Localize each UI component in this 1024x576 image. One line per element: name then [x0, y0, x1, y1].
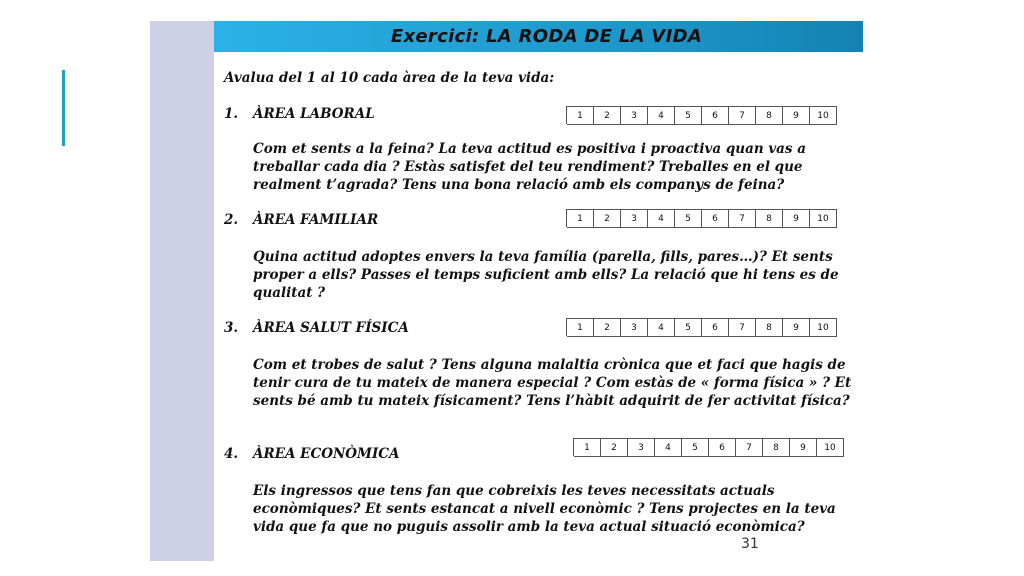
scale-cell[interactable]: 5: [675, 209, 702, 228]
section-3-scale: [566, 318, 837, 336]
scale-cell[interactable]: 6: [702, 209, 729, 228]
scale-cell[interactable]: 10: [810, 209, 837, 228]
section-1-description: Com et sents a la feina? La teva actitud es positiva i proactiva quan vas a treballar cada dia ? Estàs satisfet del teu rendiment? Treballes en el que realment t’agrada? Tens una bona relació amb els companys de feina?: [253, 141, 806, 193]
scale-cell[interactable]: 9: [783, 209, 810, 228]
scale-cell[interactable]: 3: [621, 318, 648, 337]
scale-cell[interactable]: 7: [729, 318, 756, 337]
scale-cell[interactable]: 4: [648, 318, 675, 337]
scale-cell[interactable]: 3: [621, 106, 648, 125]
scale-cell[interactable]: 1: [567, 209, 594, 228]
scale-cell[interactable]: 8: [756, 106, 783, 125]
scale-cell[interactable]: 1: [567, 106, 594, 125]
section-4-number: 4.: [224, 446, 239, 462]
scale-cell[interactable]: 9: [783, 106, 810, 125]
scale-cell[interactable]: 6: [702, 106, 729, 125]
slide-title: Exercici: LA RODA DE LA VIDA: [390, 26, 703, 47]
section-3-number: 3.: [224, 320, 239, 336]
scale-cell[interactable]: 8: [763, 438, 790, 457]
scale-cell[interactable]: 6: [702, 318, 729, 337]
scale-cell[interactable]: 7: [736, 438, 763, 457]
scale-cell[interactable]: 10: [810, 106, 837, 125]
intro-text: Avalua del 1 al 10 cada àrea de la teva vida:: [224, 70, 555, 86]
scale-cell[interactable]: 8: [756, 318, 783, 337]
scale-cell[interactable]: 7: [729, 209, 756, 228]
section-2-number: 2.: [224, 212, 239, 228]
scale-cell[interactable]: 5: [675, 318, 702, 337]
section-4-title: ÀREA ECONÒMICA: [253, 446, 400, 462]
scale-cell[interactable]: 1: [567, 318, 594, 337]
scale-cell[interactable]: 6: [709, 438, 736, 457]
section-1-number: 1.: [224, 106, 239, 122]
left-stripe: [150, 21, 214, 561]
scale-cell[interactable]: 9: [790, 438, 817, 457]
scale-cell[interactable]: 4: [648, 209, 675, 228]
section-4-description: Els ingressos que tens fan que cobreixis les teves necessitats actuals econòmiques? Et sents estancat a nivell econòmic ? Tens projectes en la teva vida que fa que no puguis assolir amb la teva actual situació econòmica?: [253, 483, 836, 535]
scale-cell[interactable]: 2: [594, 209, 621, 228]
section-3-title: ÀREA SALUT FÍSICA: [253, 320, 409, 336]
section-3-description: Com et trobes de salut ? Tens alguna malaltia crònica que et faci que hagis de tenir cura de tu mateix de manera especial ? Com estàs de « forma física » ? Et sents bé amb tu mateix físicament? Tens l’hàbit adquirit de fer activitat física?: [253, 357, 852, 409]
section-2-scale: [566, 209, 837, 227]
section-2-description: Quina actitud adoptes envers la teva família (parella, fills, pares…)? Et sents proper a ells? Passes el temps suficient amb ells? La relació que hi tens es de qualitat ?: [253, 249, 839, 301]
scale-cell[interactable]: 5: [675, 106, 702, 125]
section-1-scale: [566, 106, 837, 124]
section-1-title: ÀREA LABORAL: [253, 106, 375, 122]
scale-cell[interactable]: 5: [682, 438, 709, 457]
scale-cell[interactable]: 9: [783, 318, 810, 337]
scale-cell[interactable]: 1: [574, 438, 601, 457]
accent-line: [62, 70, 65, 146]
scale-cell[interactable]: 8: [756, 209, 783, 228]
section-4-scale: [573, 438, 844, 456]
title-bar: [214, 21, 863, 52]
page-number: 31: [741, 536, 759, 552]
scale-cell[interactable]: 7: [729, 106, 756, 125]
scale-cell[interactable]: 4: [655, 438, 682, 457]
scale-cell[interactable]: 4: [648, 106, 675, 125]
scale-cell[interactable]: 2: [594, 106, 621, 125]
scale-cell[interactable]: 10: [817, 438, 844, 457]
scale-cell[interactable]: 2: [601, 438, 628, 457]
section-2-title: ÀREA FAMILIAR: [253, 212, 379, 228]
scale-cell[interactable]: 10: [810, 318, 837, 337]
scale-cell[interactable]: 3: [621, 209, 648, 228]
scale-cell[interactable]: 2: [594, 318, 621, 337]
scale-cell[interactable]: 3: [628, 438, 655, 457]
